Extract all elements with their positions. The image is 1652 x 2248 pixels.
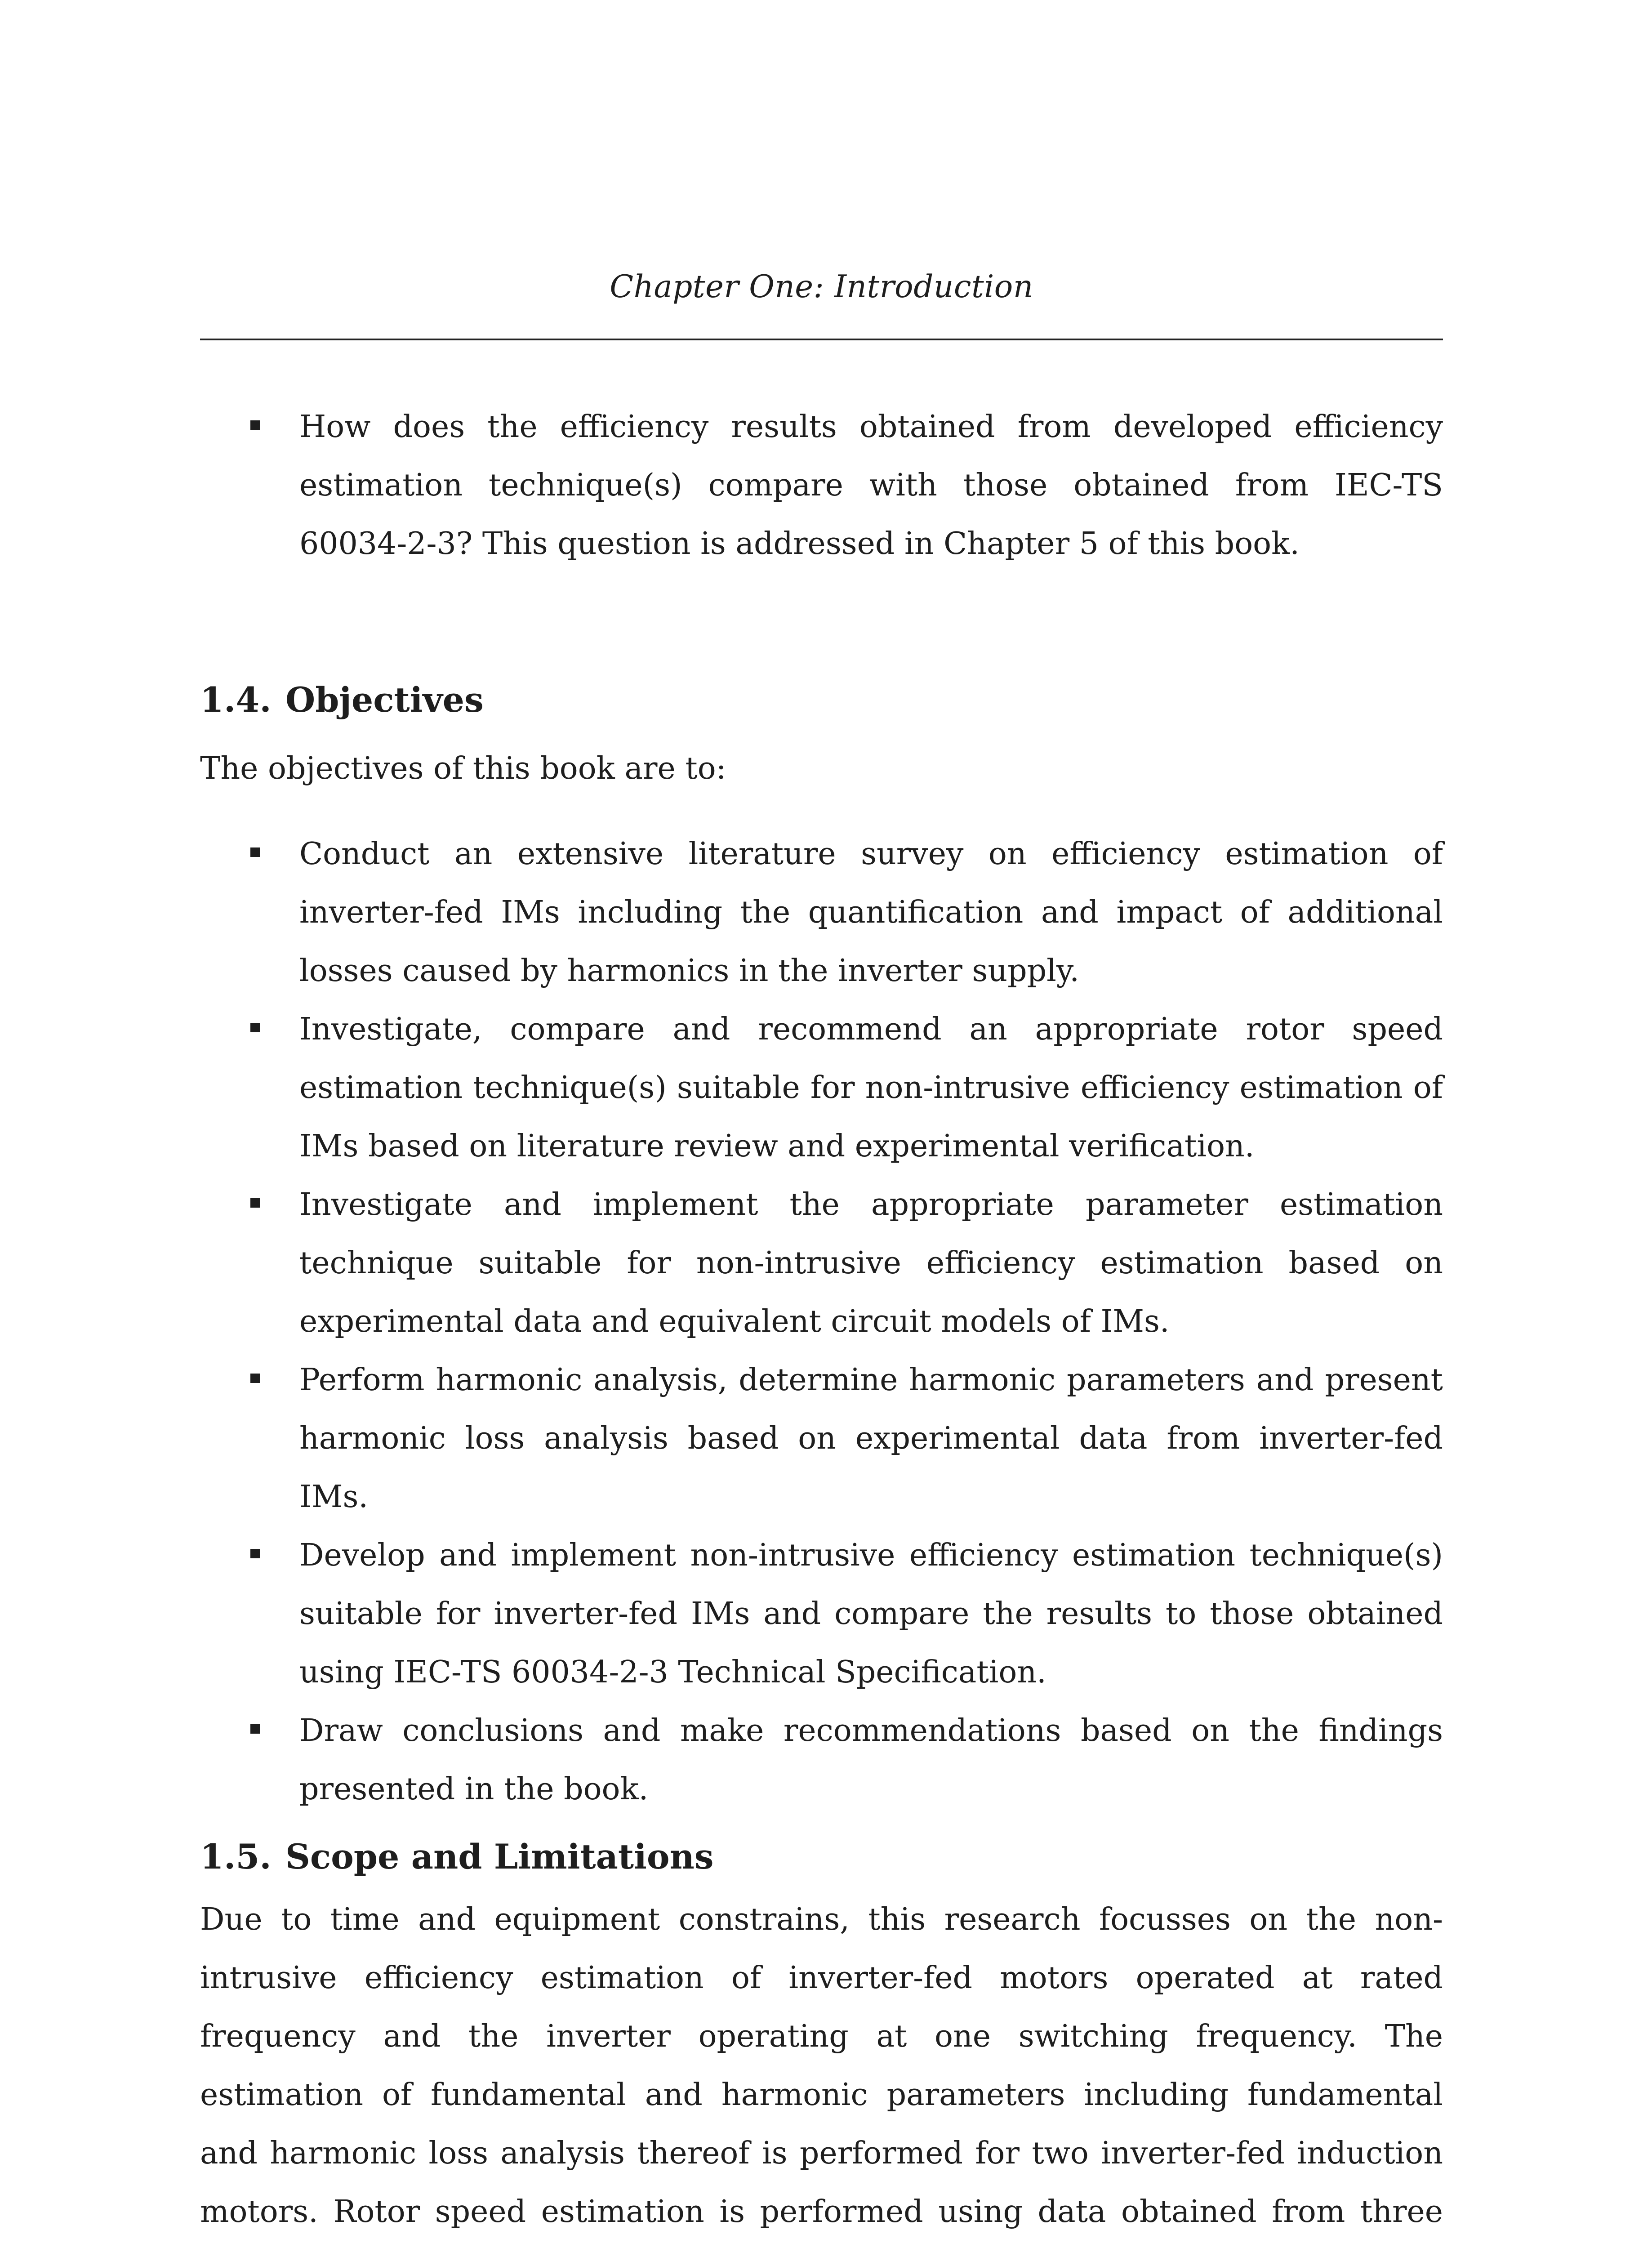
list-item-text: Draw conclusions and make recommendations based on the findings presented in the book. (299, 1713, 1443, 1807)
section-heading (200, 675, 1443, 725)
list-item (200, 1000, 1443, 1176)
list-item-text: Investigate, compare and recommend an appropriate rotor speed estimation technique(s) suitable for non-intrusive efficiency estimation of IMs based on literature review and experimental verification. (299, 1012, 1443, 1164)
section-scope (200, 1832, 1443, 1882)
scope-paragraph: Due to time and equipment constrains, this research focusses on the non-intrusive efficiency estimation of inverter-fed motors operated at rated frequency and the inverter operating at one switching frequency. The estimation of fundamental and harmonic parameters including fundamental and harmonic loss analysis thereof is performed for two inverter-fed induction motors. Rotor speed estimation is performed using data obtained from three (200, 1902, 1443, 2230)
list-item-text: Develop and implement non-intrusive efficiency estimation technique(s) suitable for inverter-fed IMs and compare the results to those obtained using IEC-TS 60034-2-3 Technical Specification. (299, 1538, 1443, 1690)
square-bullet-icon (250, 1023, 260, 1032)
intro-bullet-list (200, 398, 1443, 573)
list-item-text: Conduct an extensive literature survey on efficiency estimation of inverter-fed IMs including the quantification and impact of additional losses caused by harmonics in the inverter supply. (299, 836, 1443, 989)
section-title: Objectives (285, 680, 484, 720)
objectives-lead (200, 740, 1443, 798)
list-item (200, 1351, 1443, 1526)
list-item-text: Investigate and implement the appropriate parameter estimation technique suitable for non-intrusive efficiency estimation based on experimental data and equivalent circuit models of IMs. (299, 1187, 1443, 1339)
section-heading (200, 1832, 1443, 1882)
list-item-text: Perform harmonic analysis, determine harmonic parameters and present harmonic loss analysis based on experimental data from inverter-fed IMs. (299, 1362, 1443, 1515)
square-bullet-icon (250, 420, 260, 430)
running-header: Chapter One: Introduction (610, 269, 1033, 305)
list-item (200, 1702, 1443, 1819)
square-bullet-icon (250, 1374, 260, 1383)
list-item (200, 825, 1443, 1000)
square-bullet-icon (250, 1198, 260, 1208)
section-objectives (200, 675, 1443, 725)
section-title: Scope and Limitations (285, 1837, 714, 1877)
list-item (200, 398, 1443, 573)
lead-sentence: The objectives of this book are to: (200, 751, 726, 786)
scope-body (200, 1891, 1443, 2248)
objectives-list (200, 825, 1443, 1819)
square-bullet-icon (250, 847, 260, 857)
list-item (200, 1526, 1443, 1702)
header-rule (200, 339, 1443, 340)
square-bullet-icon (250, 1724, 260, 1734)
section-number: 1.4. (200, 680, 272, 720)
square-bullet-icon (250, 1549, 260, 1558)
section-number: 1.5. (200, 1837, 272, 1877)
list-item-text: How does the efficiency results obtained from developed efficiency estimation technique(s) compare with those obtained from IEC-TS 60034-2-3? This question is addressed in Chapter 5 of this book. (299, 409, 1443, 562)
list-item (200, 1176, 1443, 1351)
